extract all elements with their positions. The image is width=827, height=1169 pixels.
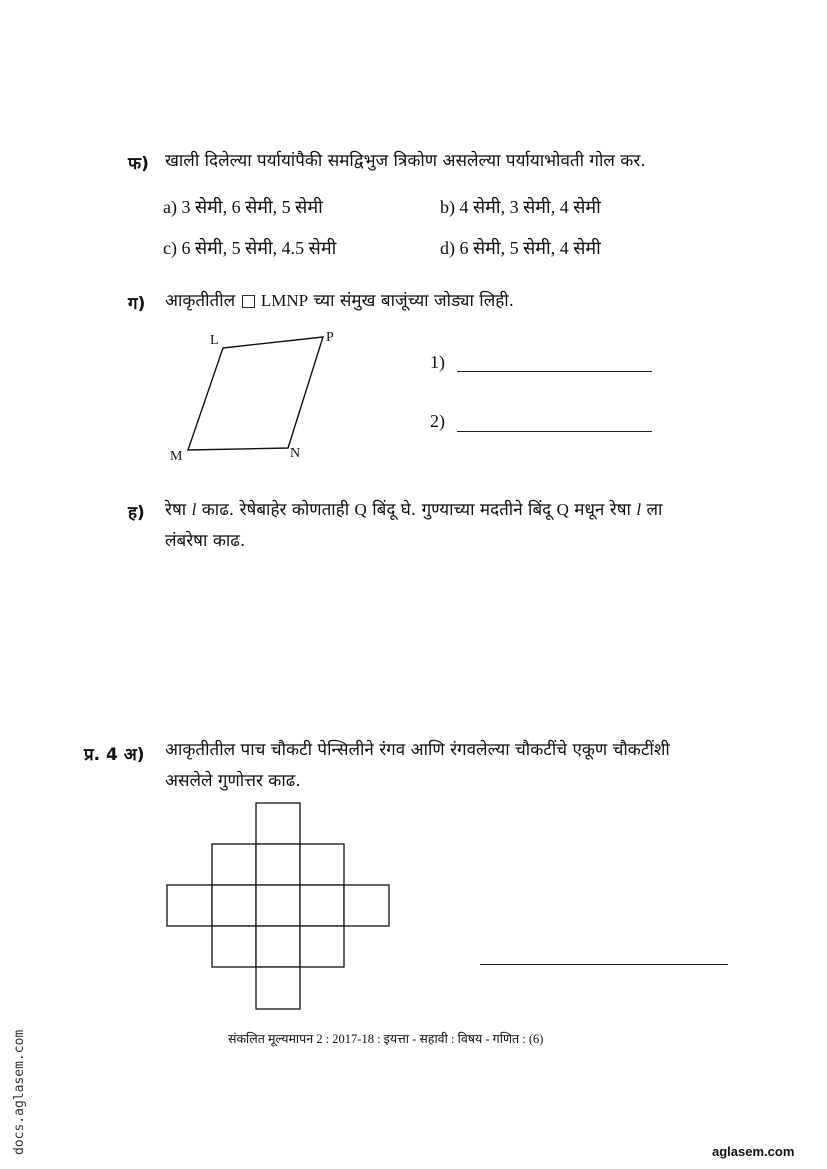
option-c-key: c) bbox=[163, 238, 177, 258]
grid-cell[interactable] bbox=[212, 844, 256, 885]
option-b bbox=[440, 195, 601, 219]
option-a-text: 3 सेमी, 6 सेमी, 5 सेमी bbox=[181, 197, 323, 217]
answer-1-label: 1) bbox=[430, 352, 445, 372]
option-d-key: d) bbox=[440, 238, 455, 258]
question-g-text-before: आकृतीतील bbox=[165, 291, 241, 311]
grid-figure bbox=[166, 802, 392, 1012]
question-f-text: खाली दिलेल्या पर्यायांपैकी समद्विभुज त्रिकोण असलेल्या पर्यायाभोवती गोल कर. bbox=[165, 151, 646, 171]
option-a-key: a) bbox=[163, 197, 177, 217]
grid-cell[interactable] bbox=[300, 926, 344, 967]
option-a bbox=[163, 195, 323, 219]
question-h-line2: लंबरेषा काढ. bbox=[165, 531, 246, 551]
vertex-label-m: M bbox=[170, 449, 183, 464]
grid-cell[interactable] bbox=[256, 885, 300, 926]
grid-cell[interactable] bbox=[300, 885, 344, 926]
option-b-key: b) bbox=[440, 197, 455, 217]
page-footer: संकलित मूल्यमापन 2 : 2017-18 : इयत्ता - सहावी : विषय - गणित : (6) bbox=[228, 1032, 544, 1046]
question-h-part5: ला bbox=[641, 500, 663, 520]
parallelogram-figure bbox=[160, 325, 360, 470]
grid-cell[interactable] bbox=[256, 926, 300, 967]
question-h-part2: काढ. रेषेबाहेर कोणताही bbox=[196, 500, 355, 520]
question-4a-text bbox=[165, 735, 765, 797]
question-f-label: फ) bbox=[128, 154, 149, 174]
line-variable-l-second: l bbox=[636, 500, 642, 519]
question-g-label: ग) bbox=[128, 294, 146, 314]
parallelogram-lmnp bbox=[188, 337, 323, 450]
grid-cell[interactable] bbox=[256, 844, 300, 885]
question-h-label: ह) bbox=[128, 503, 145, 523]
grid-cell[interactable] bbox=[344, 885, 389, 926]
ratio-answer-line[interactable] bbox=[480, 964, 728, 965]
question-h-part4: मधून रेषा bbox=[568, 500, 637, 520]
point-q: Q bbox=[354, 500, 367, 519]
side-watermark: docs.aglasem.com bbox=[12, 1029, 27, 1155]
option-c bbox=[163, 236, 336, 260]
question-4a-line1: आकृतीतील पाच चौकटी पेन्सिलीने रंगव आणि रंगवलेल्या चौकटींचे एकूण चौकटींशी bbox=[165, 740, 670, 760]
answer-2-line[interactable] bbox=[457, 431, 652, 432]
shape-name: LMNP bbox=[256, 291, 309, 310]
question-h-part1: रेषा bbox=[165, 500, 192, 520]
corner-watermark: aglasem.com bbox=[712, 1144, 795, 1159]
grid-cell[interactable] bbox=[300, 844, 344, 885]
vertex-label-p: P bbox=[326, 330, 334, 345]
question-g-text-after: च्या संमुख बाजूंच्या जोड्या लिही. bbox=[308, 291, 515, 311]
question-4a-line2: असलेले गुणोत्तर काढ. bbox=[165, 771, 301, 791]
option-d bbox=[440, 236, 601, 260]
grid-cell[interactable] bbox=[256, 803, 300, 844]
vertex-label-l: L bbox=[210, 333, 219, 348]
question-h-part3: बिंदू घे. गुण्याच्या मदतीने बिंदू bbox=[366, 500, 557, 520]
point-q-second: Q bbox=[556, 500, 569, 519]
question-4a-label: प्र. 4 अ) bbox=[84, 745, 145, 765]
square-symbol-icon: □ bbox=[240, 291, 257, 311]
grid-cell[interactable] bbox=[167, 885, 212, 926]
grid-cell[interactable] bbox=[212, 885, 256, 926]
option-c-text: 6 सेमी, 5 सेमी, 4.5 सेमी bbox=[181, 238, 337, 258]
vertex-label-n: N bbox=[290, 446, 301, 461]
answer-1-line[interactable] bbox=[457, 371, 652, 372]
question-g-text bbox=[165, 285, 765, 317]
option-d-text: 6 सेमी, 5 सेमी, 4 सेमी bbox=[459, 238, 601, 258]
question-h-text bbox=[165, 494, 765, 557]
grid-cell[interactable] bbox=[212, 926, 256, 967]
answer-2-label: 2) bbox=[430, 411, 445, 431]
grid-cell[interactable] bbox=[256, 967, 300, 1009]
option-b-text: 4 सेमी, 3 सेमी, 4 सेमी bbox=[459, 197, 601, 217]
line-variable-l: l bbox=[191, 500, 197, 519]
